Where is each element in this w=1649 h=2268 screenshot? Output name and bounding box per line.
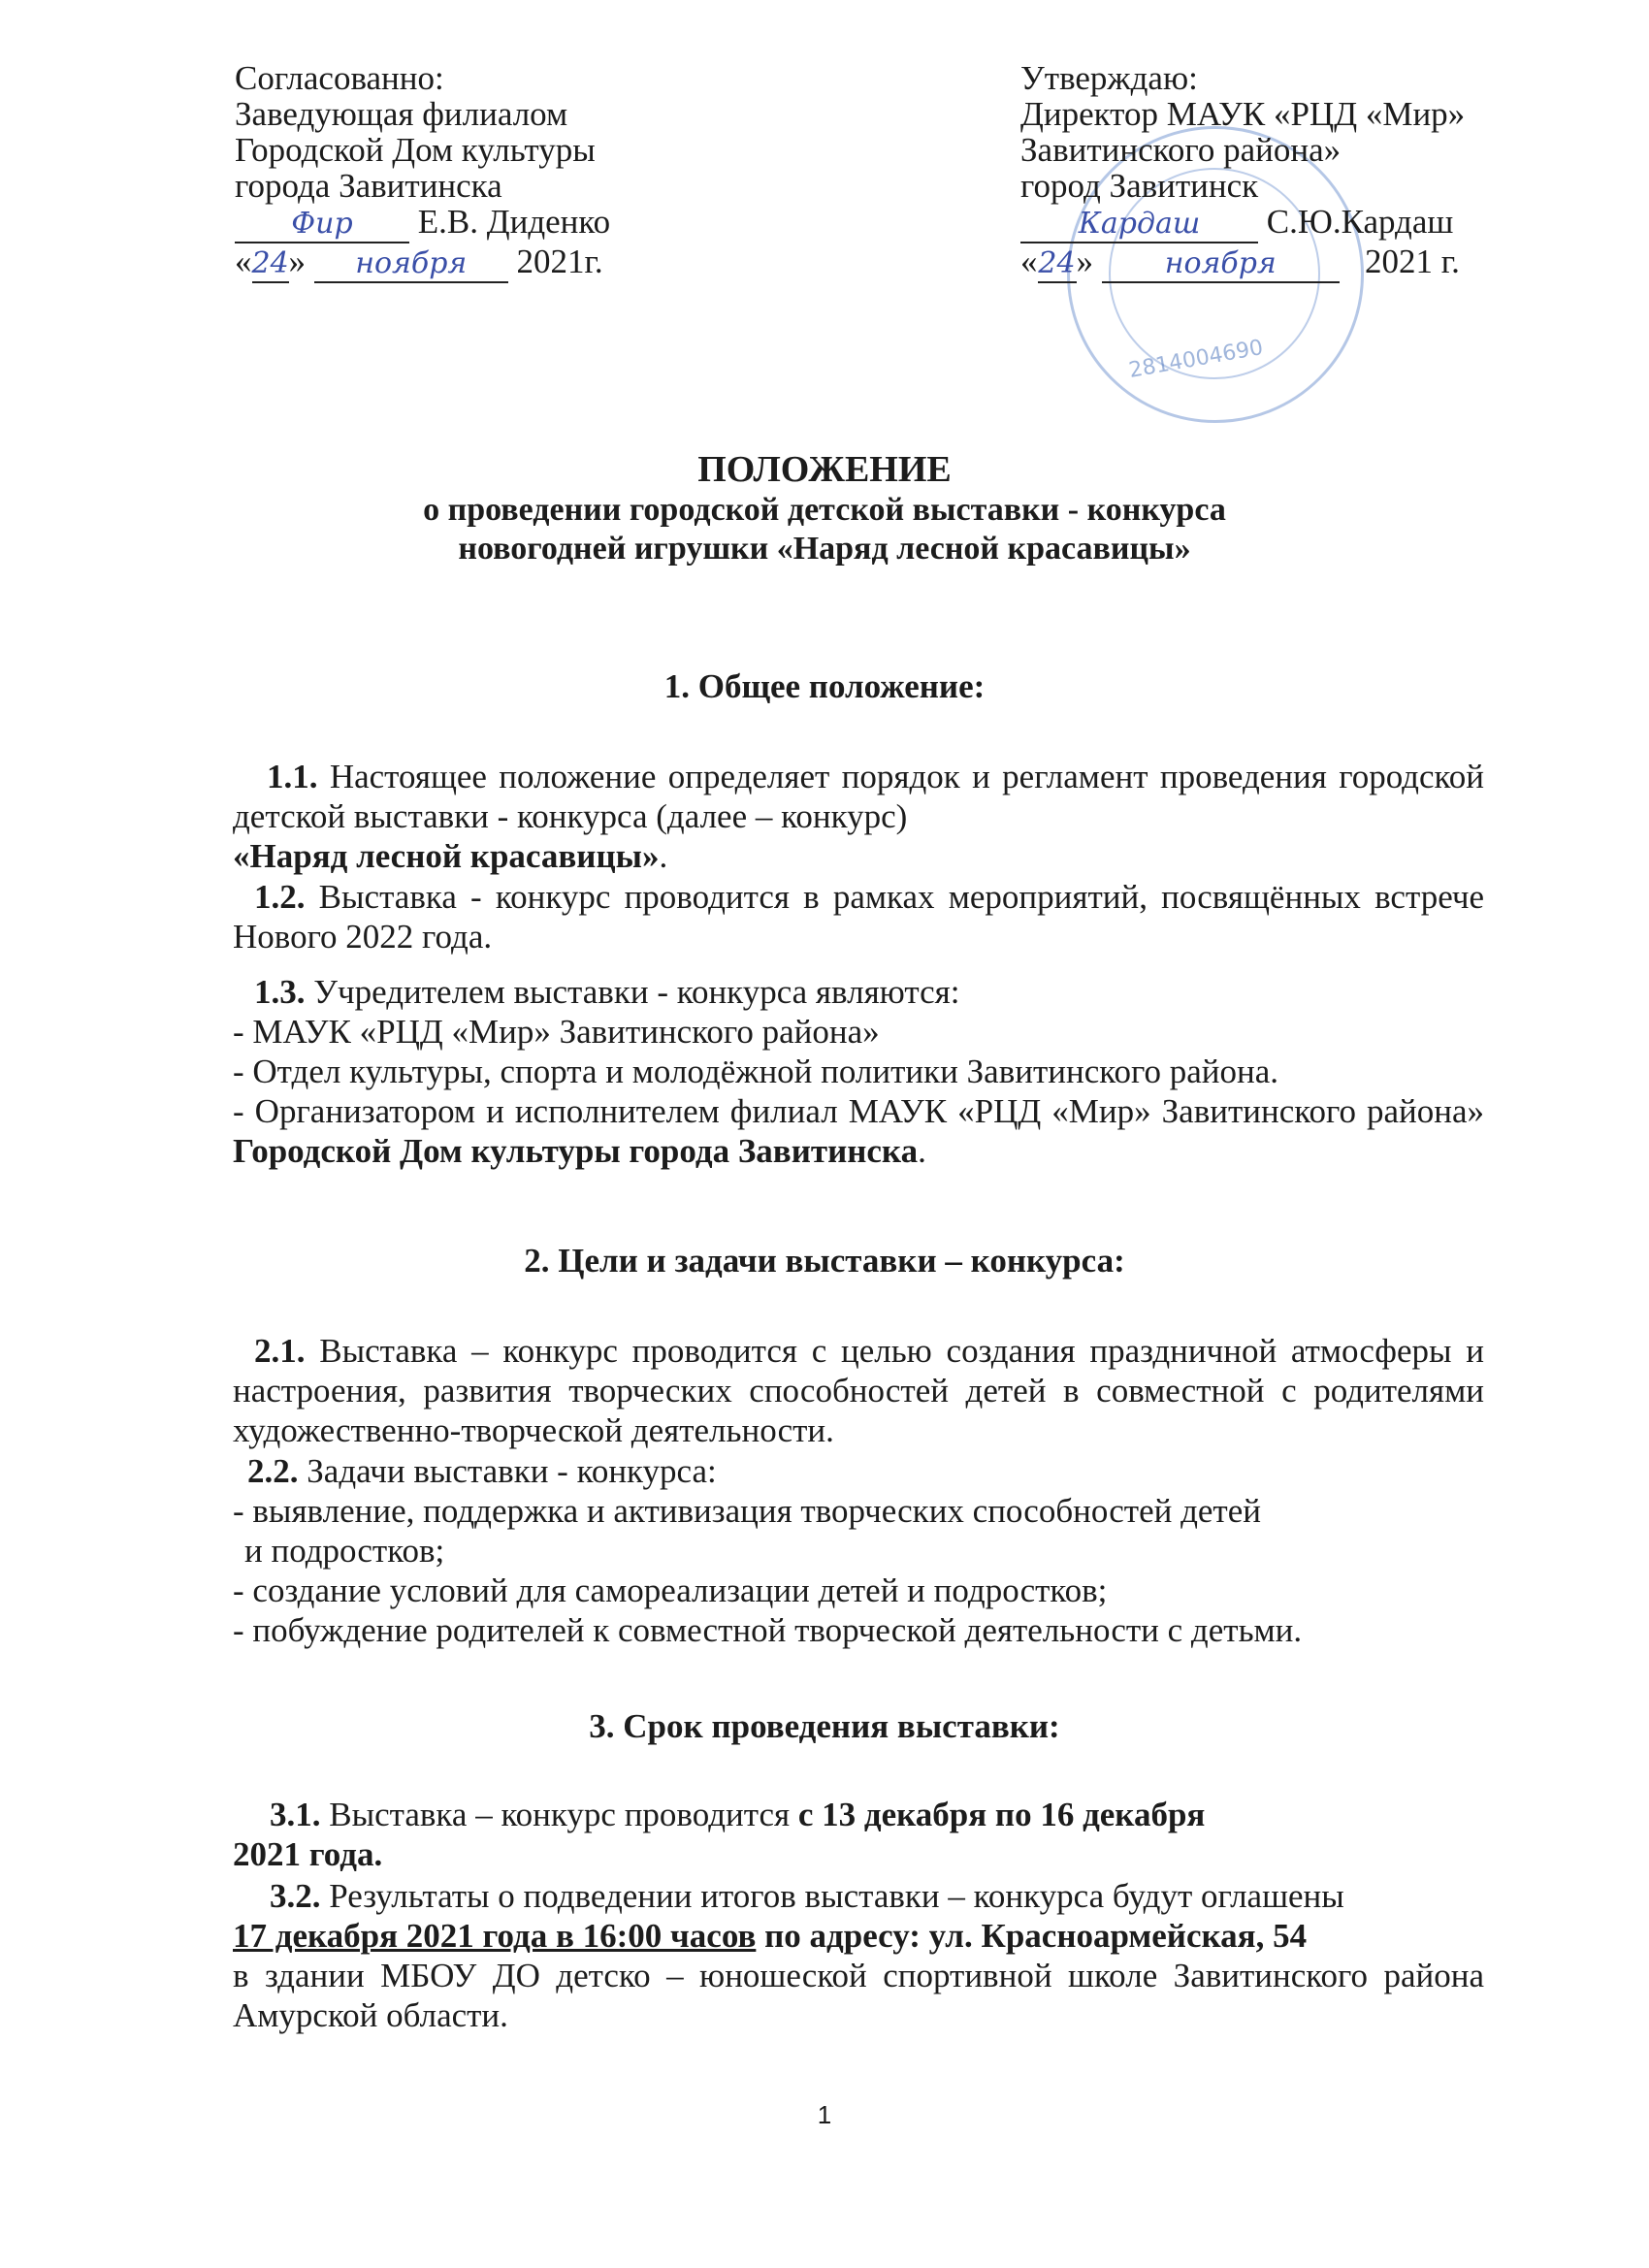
clause-number: 2.2. xyxy=(247,1452,299,1490)
approver-position: Заведующая филиалом xyxy=(235,95,568,133)
clause-1-1 xyxy=(233,757,1484,876)
clause-3-1 xyxy=(233,1795,1484,1874)
clause-text: Настоящее положение определяет порядок и регламент проведения городской детской выставки - конкурса (далее – конкурс) xyxy=(233,758,1484,835)
signer-name: Е.В. Диденко xyxy=(417,203,611,241)
signature-row xyxy=(1020,204,1465,243)
clause-text: Выставка - конкурс проводится в рамках мероприятий, посвящённых встрече Нового 2022 года. xyxy=(233,878,1484,956)
clause-end: . xyxy=(659,837,668,875)
signature-row xyxy=(235,204,610,243)
founder-item: - МАУК «РЦД «Мир» Завитинского района» xyxy=(233,1013,880,1051)
organizer-item xyxy=(233,1091,1484,1171)
organizer-end: . xyxy=(918,1132,926,1170)
clause-number: 1.3. xyxy=(254,973,306,1011)
handwritten-month: ноября xyxy=(1164,246,1277,280)
founder-item: - Отдел культуры, спорта и молодёжной политики Завитинского района. xyxy=(233,1053,1278,1090)
handwritten-day: 24 xyxy=(251,246,289,280)
document-title xyxy=(0,448,1649,568)
task-item: - побуждение родителей к совместной творческой деятельности с детьми. xyxy=(233,1611,1303,1649)
approver-city: города Завитинска xyxy=(235,167,502,205)
approval-block-left xyxy=(235,60,610,283)
results-date: 17 декабря 2021 года в 16:00 часов xyxy=(233,1917,757,1955)
signer-name: С.Ю.Кардаш xyxy=(1266,203,1454,241)
clause-number: 2.1. xyxy=(254,1332,306,1370)
clause-number: 1.1. xyxy=(267,758,318,795)
exhibition-year: 2021 года. xyxy=(233,1835,383,1873)
approver-position: Директор МАУК «РЦД «Мир» xyxy=(1020,95,1466,133)
organizer-name: Городской Дом культуры города Завитинска xyxy=(233,1132,919,1170)
handwritten-day: 24 xyxy=(1038,246,1076,280)
handwritten-signature: Фир xyxy=(291,207,353,241)
approver-org: Завитинского района» xyxy=(1020,131,1342,169)
date-year: 2021г. xyxy=(516,243,603,280)
section-2-heading: 2. Цели и задачи выставки – конкурса: xyxy=(524,1242,1125,1280)
organizer-text: - Организатором и исполнителем филиал МАУК «РЦД «Мир» Завитинского района» xyxy=(233,1092,1484,1130)
clause-text: Выставка – конкурс проводится с целью создания праздничной атмосферы и настроения, развития творческих способностей детей в совместной с родителями художественно-творческой деятельности. xyxy=(233,1332,1484,1449)
task-item: - создание условий для самореализации детей и подростков; xyxy=(233,1571,1108,1609)
approver-org: Городской Дом культуры xyxy=(235,131,596,169)
handwritten-month: ноября xyxy=(355,246,468,280)
clause-1-3 xyxy=(233,972,1484,1171)
title-main: ПОЛОЖЕНИЕ xyxy=(697,449,952,490)
task-item: - выявление, поддержка и активизация творческих способностей детей xyxy=(233,1492,1261,1530)
clause-number: 3.2. xyxy=(270,1877,321,1915)
clause-text: Задачи выставки - конкурса: xyxy=(298,1452,717,1490)
clause-text: Результаты о подведении итогов выставки – конкурса будут оглашены xyxy=(320,1877,1344,1915)
clause-text: Выставка – конкурс проводится xyxy=(320,1796,798,1833)
clause-3-2 xyxy=(233,1876,1484,2035)
section-1-heading: 1. Общее положение: xyxy=(663,667,986,705)
task-item-continuation: и подростков; xyxy=(244,1532,445,1570)
clause-2-1 xyxy=(233,1331,1484,1450)
page-number: 1 xyxy=(817,2100,832,2129)
approval-label: Согласованно: xyxy=(235,59,444,97)
contest-name: «Наряд лесной красавицы» xyxy=(233,837,660,875)
clause-1-2 xyxy=(233,877,1484,956)
date-year: 2021 г. xyxy=(1365,243,1460,280)
clause-number: 1.2. xyxy=(254,878,306,916)
date-row: «24» ноября 2021 г. xyxy=(1020,243,1465,283)
approval-label: Утверждаю: xyxy=(1020,59,1198,97)
stamp-registration-number: 2814004690 xyxy=(1126,336,1266,383)
approver-city: город Завитинск xyxy=(1020,167,1259,205)
clause-text: Учредителем выставки - конкурса являются: xyxy=(305,973,960,1011)
clause-number: 3.1. xyxy=(270,1796,321,1833)
approval-block-right xyxy=(1020,60,1465,283)
handwritten-signature: Кардаш xyxy=(1078,207,1201,241)
clause-2-2 xyxy=(233,1451,1484,1650)
exhibition-dates: с 13 декабря по 16 декабря xyxy=(797,1796,1206,1833)
results-address: по адресу: ул. Красноармейская, 54 xyxy=(756,1917,1308,1955)
results-location: в здании МБОУ ДО детско – юношеской спортивной школе Завитинского района Амурской области. xyxy=(233,1957,1484,2034)
section-3-heading: 3. Срок проведения выставки: xyxy=(589,1707,1060,1745)
title-subtitle-2: новогодней игрушки «Наряд лесной красавицы» xyxy=(458,531,1191,567)
date-row: «24» ноября 2021г. xyxy=(235,243,610,283)
title-subtitle-1: о проведении городской детской выставки - конкурса xyxy=(423,492,1226,528)
